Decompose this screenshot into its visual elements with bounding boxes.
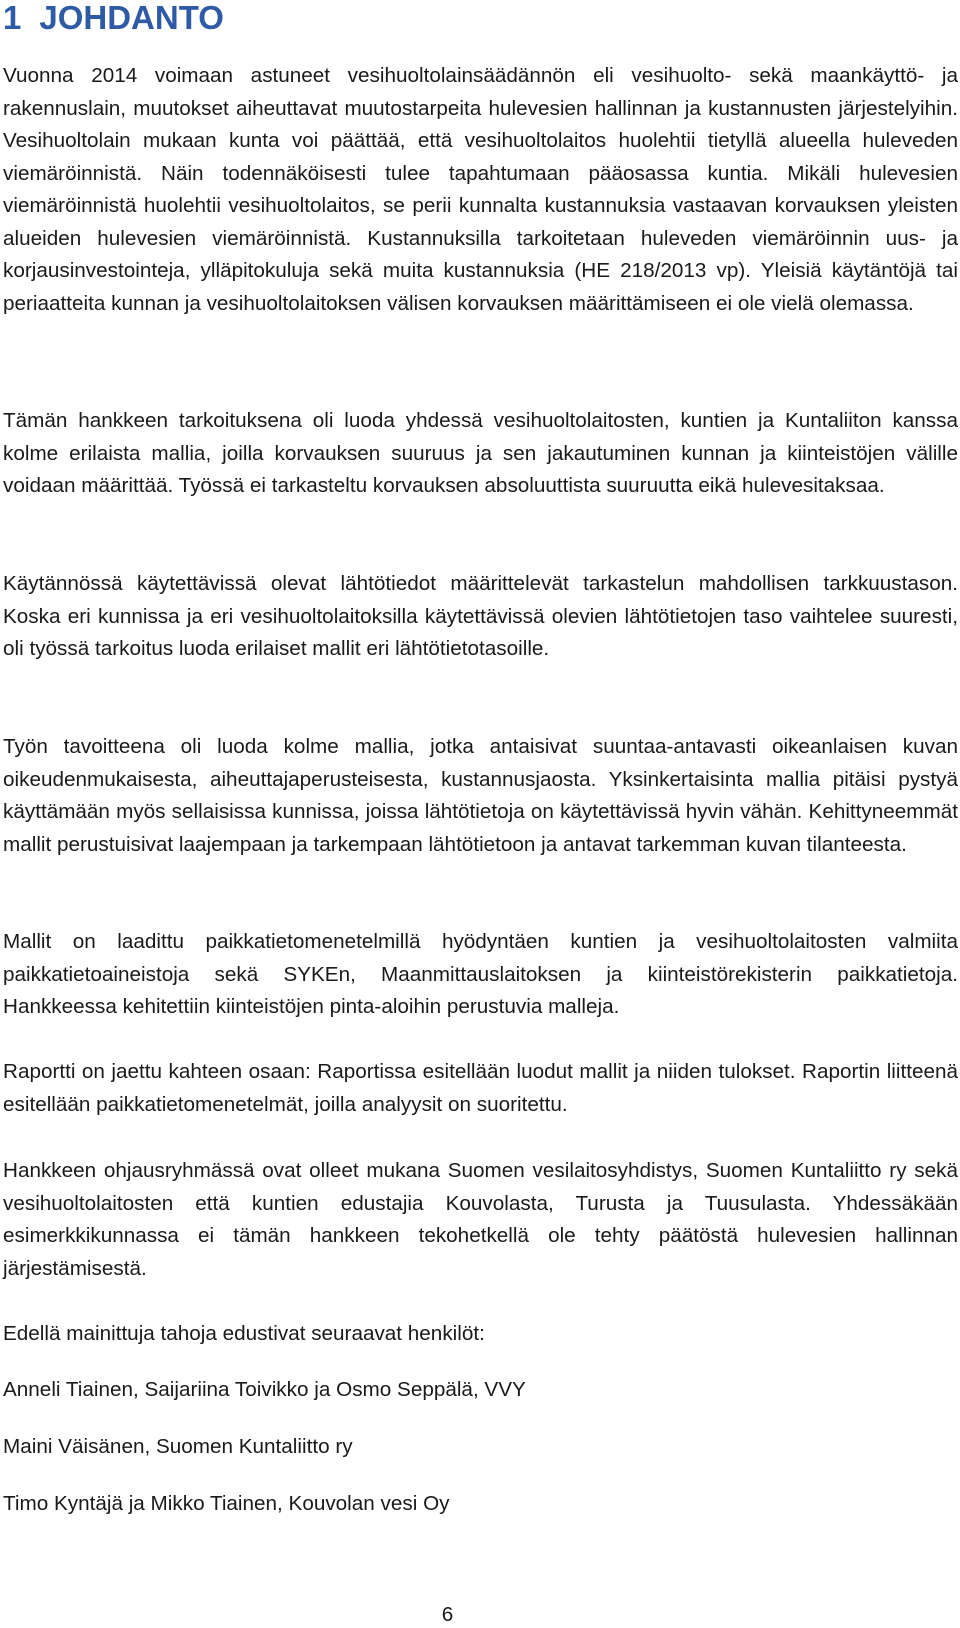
representative-line: Anneli Tiainen, Saijariina Toivikko ja Osmo Seppälä, VVY: [3, 1378, 526, 1401]
page-number: 6: [441, 1603, 454, 1626]
chapter-title: JOHDANTO: [39, 0, 224, 36]
representative-line: Maini Väisänen, Suomen Kuntaliitto ry: [3, 1435, 353, 1458]
intro-paragraph: Vuonna 2014 voimaan astuneet vesihuoltolainsäädännön eli vesihuolto- sekä maankäyttö- ja rakennuslain, muutokset aiheuttavat muutostarpeita hulevesien hallinnan ja kustannusten järjestelyihin. Vesihuoltolain mukaan kunta voi päättää, että vesihuoltolaitos huolehtii tietyllä alueella huleveden viemäröinnistä. Näin todennäköisesti tulee tapahtumaan pääosassa kuntia. Mikäli hulevesien viemäröinnistä huolehtii vesihuoltolaitos, se perii kunnalta kustannuksia vastaavan korvauksen yleisten alueiden hulevesien viemäröinnistä. Kustannuksilla tarkoitetaan huleveden viemäröinnin uus- ja korjausinvestointeja, ylläpitokuluja sekä muita kustannuksia (HE 218/2013 vp). Yleisiä käytäntöjä tai periaatteita kunnan ja vesihuoltolaitoksen välisen korvauksen määrittämiseen ei ole vielä olemassa.: [3, 64, 958, 315]
chapter-number: 1: [3, 0, 22, 36]
representatives-intro: Edellä mainittuja tahoja edustivat seuraavat henkilöt:: [3, 1322, 485, 1345]
purpose-paragraph: Tämän hankkeen tarkoituksena oli luoda yhdessä vesihuoltolaitosten, kuntien ja Kuntaliiton kanssa kolme erilaista mallia, joilla korvauksen suuruus ja sen jakautuminen kunnan ja kiinteistöjen välille voidaan määrittää. Työssä ei tarkasteltu korvauksen absoluuttista suuruutta eikä hulevesitaksaa.: [3, 409, 958, 497]
objective-paragraph: Työn tavoitteena oli luoda kolme mallia, jotka antaisivat suuntaa-antavasti oikeanlaisen kuvan oikeudenmukaisesta, aiheuttajaperusteisesta, kustannusjaosta. Yksinkertaisinta mallia pitäisi pystyä käyttämään myös sellaisissa kunnissa, joissa lähtötietoja on käytettävissä hyvin vähän. Kehittyneemmät mallit perustuisivat laajempaan ja tarkempaan lähtötietoon ja antavat tarkemman kuvan tilanteesta.: [3, 735, 958, 856]
steering-group-paragraph: Hankkeen ohjausryhmässä ovat olleet mukana Suomen vesilaitosyhdistys, Suomen Kuntaliitto ry sekä vesihuoltolaitosten että kuntien edustajia Kouvolasta, Turusta ja Tuusulasta. Yhdessäkään esimerkkikunnassa ei tämän hankkeen tekohetkellä ole tehty päätöstä hulevesien hallinnan järjestämisestä.: [3, 1159, 958, 1280]
methods-paragraph: Mallit on laadittu paikkatietomenetelmillä hyödyntäen kuntien ja vesihuoltolaitosten valmiita paikkatietoaineistoja sekä SYKEn, Maanmittauslaitoksen ja kiinteistörekisterin paikkatietoja. Hankkeessa kehitettiin kiinteistöjen pinta-aloihin perustuvia malleja.: [3, 930, 958, 1018]
chapter-heading: [3, 0, 224, 38]
report-structure-paragraph: Raportti on jaettu kahteen osaan: Raportissa esitellään luodut mallit ja niiden tulokset. Raportin liitteenä esitellään paikkatietomenetelmät, joilla analyysit on suoritettu.: [3, 1060, 958, 1116]
source-data-paragraph: Käytännössä käytettävissä olevat lähtötiedot määrittelevät tarkastelun mahdollisen tarkkuustason. Koska eri kunnissa ja eri vesihuoltolaitoksilla käytettävissä olevien lähtötietojen taso vaihtelee suuresti, oli työssä tarkoitus luoda erilaiset mallit eri lähtötietotasoille.: [3, 572, 958, 660]
representative-line: Timo Kyntäjä ja Mikko Tiainen, Kouvolan vesi Oy: [3, 1492, 450, 1515]
